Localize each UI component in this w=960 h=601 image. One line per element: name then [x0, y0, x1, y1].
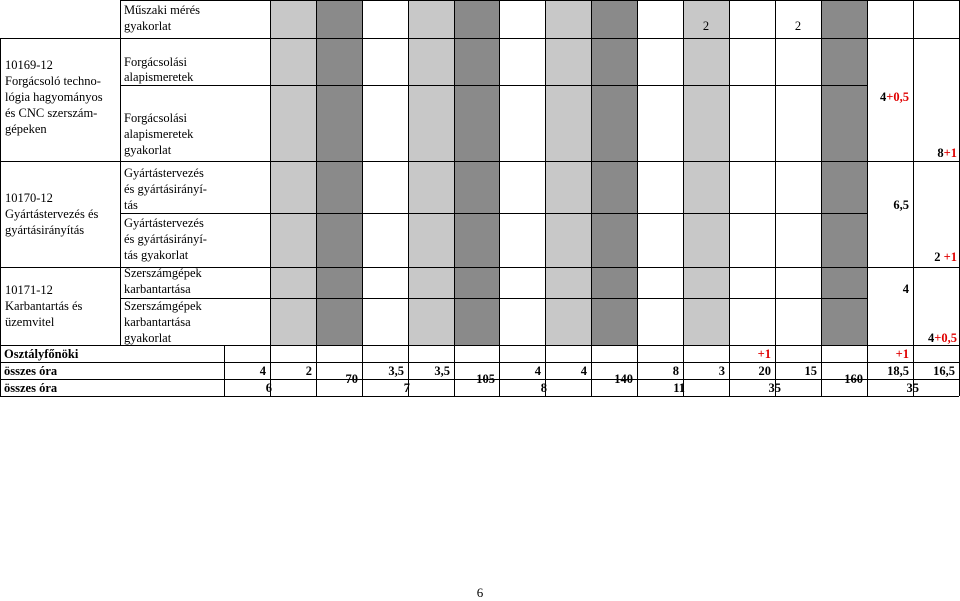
- subject-line: Forgácsolási: [124, 111, 187, 125]
- subject-line: és gyártásirányí-: [124, 232, 207, 246]
- hours-value: 4: [259, 364, 266, 378]
- hours-value: +1: [895, 347, 909, 361]
- module-name-line: gépeken: [5, 122, 47, 136]
- module-name-line: Gyártástervezés és: [5, 207, 99, 221]
- hours-value: 11: [673, 381, 685, 395]
- module-name-line: üzemvitel: [5, 315, 55, 329]
- row-label: összes óra: [4, 381, 58, 395]
- hours-value: 2: [305, 364, 312, 378]
- subject-line: alapismeretek: [124, 127, 194, 141]
- subject-line: Műszaki mérés: [124, 3, 201, 17]
- hours-value: 16,5: [933, 364, 955, 378]
- hours-value: +1: [757, 347, 771, 361]
- hours-value: 15: [804, 364, 817, 378]
- hours-value: 6,5: [893, 198, 909, 212]
- module-name-line: Forgácsoló techno-: [5, 74, 101, 88]
- hours-value: 18,5: [887, 364, 909, 378]
- hours-value: 20: [758, 364, 771, 378]
- subject-line: karbantartása: [124, 315, 191, 329]
- page-number: 6: [476, 585, 484, 600]
- hours-value: 3,5: [388, 364, 404, 378]
- subject-line: tás gyakorlat: [124, 248, 189, 262]
- subject-line: Szerszámgépek: [124, 299, 202, 313]
- hours-value: 4: [580, 364, 587, 378]
- hours-value: 140: [614, 372, 633, 386]
- hours-value: 4+0,5: [928, 331, 957, 345]
- subject-line: gyakorlat: [124, 331, 172, 345]
- subject-line: Gyártástervezés: [124, 216, 204, 230]
- subject-line: Szerszámgépek: [124, 266, 202, 280]
- subject-line: Gyártástervezés: [124, 166, 204, 180]
- hours-value: 4+0,5: [880, 90, 909, 104]
- hours-value: 7: [403, 381, 410, 395]
- hours-value: 8+1: [937, 146, 957, 160]
- module-code: 10171-12: [5, 283, 53, 297]
- hours-value: 4: [902, 282, 909, 296]
- hours-value: 3: [718, 364, 725, 378]
- subject-line: alapismeretek: [124, 70, 194, 84]
- hours-value: 6: [265, 381, 272, 395]
- subject-line: és gyártásirányí-: [124, 182, 207, 196]
- row-label: összes óra: [4, 364, 58, 378]
- module-name-line: Karbantartás és: [5, 299, 83, 313]
- subject-line: gyakorlat: [124, 19, 172, 33]
- subject-line: karbantartása: [124, 282, 191, 296]
- module-code: 10169-12: [5, 58, 53, 72]
- hours-value: 35: [906, 381, 919, 395]
- hours-value: 70: [345, 372, 358, 386]
- hours-value: 160: [844, 372, 863, 386]
- hours-value: 3,5: [434, 364, 450, 378]
- module-name-line: gyártásirányítás: [5, 223, 85, 237]
- module-code: 10170-12: [5, 191, 53, 205]
- hours-value: 2 +1: [934, 250, 957, 264]
- hours-value: 2: [702, 19, 710, 33]
- hours-value: 4: [534, 364, 541, 378]
- subject-line: tás: [124, 198, 138, 212]
- hours-value: 8: [540, 381, 547, 395]
- hours-value: 105: [476, 372, 495, 386]
- subject-line: Forgácsolási: [124, 55, 187, 69]
- hours-value: 35: [768, 381, 781, 395]
- subject-line: gyakorlat: [124, 143, 172, 157]
- hours-value: 8: [672, 364, 679, 378]
- module-name-line: és CNC szerszám-: [5, 106, 98, 120]
- row-label: Osztályfőnöki: [4, 347, 79, 361]
- hours-value: 2: [794, 19, 802, 33]
- module-name-line: lógia hagyományos: [5, 90, 103, 104]
